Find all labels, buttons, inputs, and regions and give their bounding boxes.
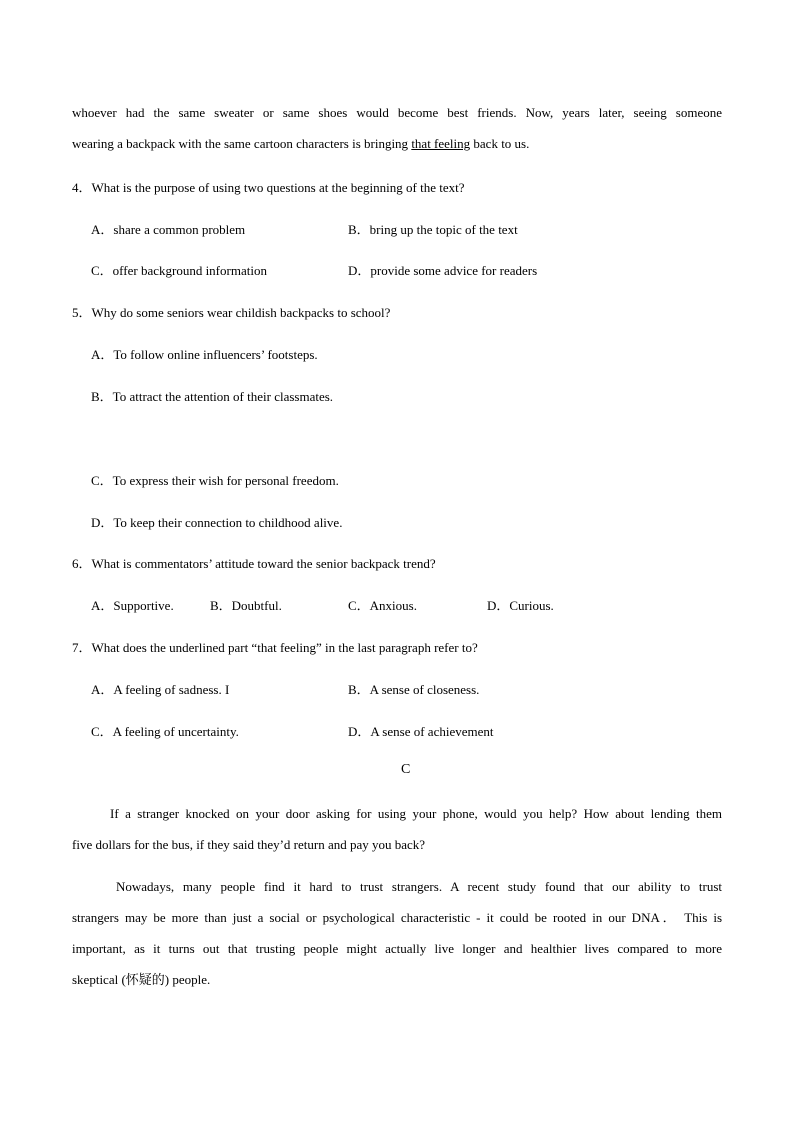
option-5c[interactable]: C．To express their wish for personal freedom. [91,473,339,488]
option-6c[interactable]: C．Anxious. [348,598,417,613]
option-4b[interactable]: B．bring up the topic of the text [348,222,518,237]
passage-line: skeptical (怀疑的) people. [72,972,211,987]
option-6a[interactable]: A．Supportive. [91,598,174,613]
option-5d[interactable]: D．To keep their connection to childhood alive. [91,515,343,530]
passage-line: whoever had the same sweater or same shoes would become best friends. Now, years later, seeing someone [72,105,722,120]
option-6d[interactable]: D．Curious. [487,598,554,613]
passage-line: five dollars for the bus, if they said they’d return and pay you back? [72,837,426,852]
option-5a[interactable]: A．To follow online influencers’ footsteps. [91,347,318,362]
option-7a[interactable]: A．A feeling of sadness. I [91,682,230,697]
question-text: What is commentators’ attitude toward the senior backpack trend? [91,556,436,571]
option-6b[interactable]: B．Doubtful. [210,598,282,613]
option-4d[interactable]: D．provide some advice for readers [348,263,538,278]
question-number: 5． [72,305,92,320]
question-number: 4． [72,180,92,195]
question-text: What does the underlined part “that feeling” in the last paragraph refer to? [91,640,478,655]
question-number: 7． [72,640,92,655]
question-number: 6． [72,556,92,571]
passage-c-paragraph-1 [72,798,722,860]
option-7c[interactable]: C．A feeling of uncertainty. [91,724,239,739]
question-5 [72,302,390,321]
passage-line: If a stranger knocked on your door asking for using your phone, would you help? How about lending them [110,806,722,821]
passage-b-ending [72,97,722,159]
passage-line: strangers may be more than just a social or psychological characteristic - it could be rooted in our DNA． This is [72,910,722,925]
question-6 [72,553,436,572]
passage-c-paragraph-2 [72,871,722,995]
question-text: What is the purpose of using two questions at the beginning of the text? [91,180,465,195]
passage-line: important, as it turns out that trusting people might actually live longer and healthier lives compared to more [72,941,722,956]
section-heading: C [401,762,411,777]
question-7 [72,637,478,656]
question-text: Why do some seniors wear childish backpacks to school? [91,305,391,320]
passage-line: wearing a backpack with the same cartoon characters is bringing that feeling back to us. [72,136,530,151]
option-4a[interactable]: A．share a common problem [91,222,246,237]
underlined-phrase: that feeling [411,136,471,151]
passage-line: Nowadays, many people find it hard to trust strangers. A recent study found that our ability to trust [116,879,722,894]
option-7b[interactable]: B．A sense of closeness. [348,682,480,697]
question-4 [72,177,464,196]
option-4c[interactable]: C．offer background information [91,263,267,278]
option-7d[interactable]: D．A sense of achievement [348,724,494,739]
option-5b[interactable]: B．To attract the attention of their classmates. [91,389,334,404]
